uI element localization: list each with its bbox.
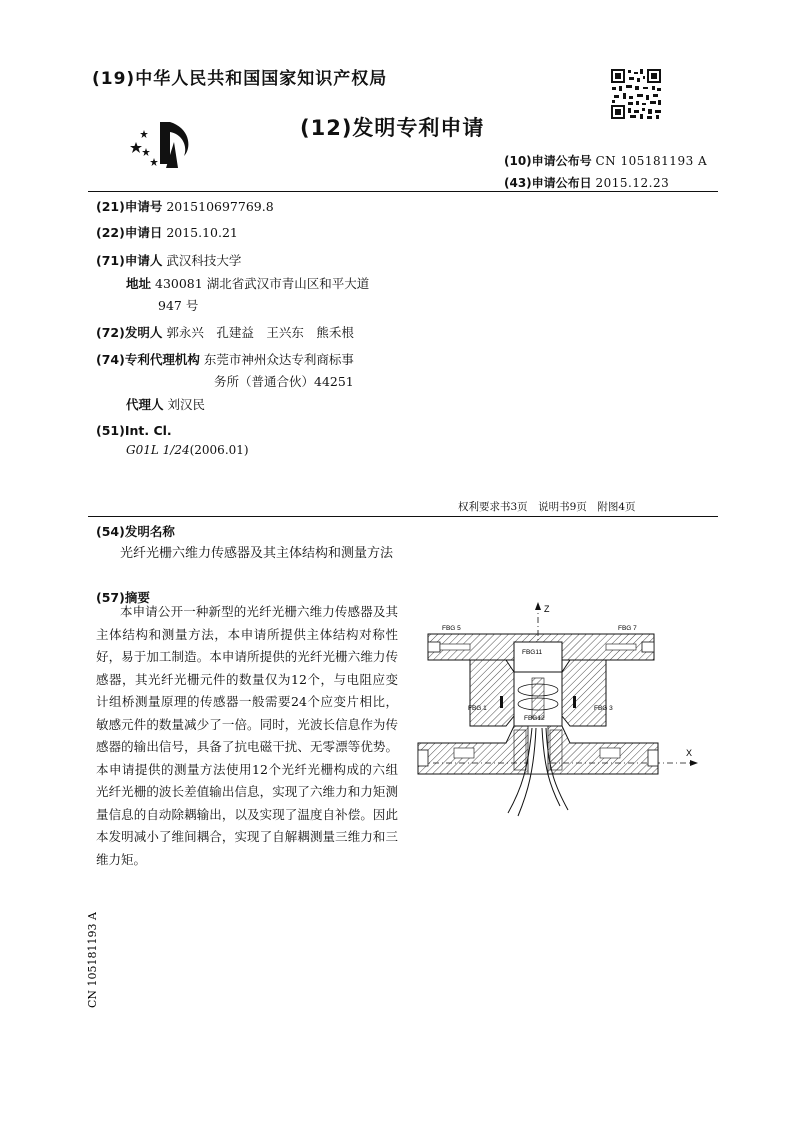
- intcl-classification: [126, 443, 249, 457]
- application-number: 201510697769.8: [166, 199, 274, 214]
- page-count: 权利要求书3页 说明书9页 附图4页: [458, 501, 636, 513]
- side-publication-number: [82, 900, 102, 1010]
- intcl-version: (2006.01): [189, 443, 249, 457]
- inventors: 郭永兴 孔建益 王兴东 熊禾根: [166, 325, 354, 340]
- application-date: 2015.10.21: [166, 225, 238, 240]
- document-kind: (12)发明专利申请: [300, 116, 485, 140]
- publication-date-row: [504, 174, 669, 191]
- applicant-row: [96, 250, 241, 272]
- application-number-label: (21)申请号: [96, 199, 163, 214]
- publication-number-row: [504, 152, 707, 169]
- qr-code-icon: [610, 68, 662, 120]
- invention-title: 光纤光栅六维力传感器及其主体结构和测量方法: [120, 546, 394, 561]
- agency-line2: 务所（普通合伙）44251: [214, 374, 354, 389]
- publication-number: CN 105181193 A: [595, 154, 708, 168]
- fbg12-label: FBG12: [524, 715, 545, 722]
- address-label: 地址: [126, 276, 152, 291]
- address-line2: 947 号: [158, 298, 199, 313]
- agency-label: (74)专利代理机构: [96, 352, 200, 367]
- sensor-cross-section-figure: [410, 598, 710, 830]
- biblio-divider: [88, 516, 718, 517]
- address-row: [126, 273, 369, 295]
- agency-row: [96, 349, 354, 371]
- application-number-row: [96, 196, 274, 218]
- applicant: 武汉科技大学: [166, 253, 242, 268]
- inventor-row: [96, 322, 354, 344]
- fbg7-label: FBG 7: [618, 625, 637, 632]
- fbg1-label: FBG 1: [468, 705, 487, 712]
- title-label-row: [96, 521, 175, 543]
- abstract-text: 本申请公开一种新型的光纤光栅六维力传感器及其主体结构和测量方法，本申请所提供主体结构对称性好，易于加工制造。本申请所提供的光纤光栅六维力传感器，其光纤光栅元件的数量仅为12个，与电阻应变计组桥测量原理的传感器一般需要24个应变片相比，敏感元件的数量减少了一倍。同时，光波长信息作为传感器的输出信号，具备了抗电磁干扰、无零漂等优势。本申请提供的测量方法使用12个光纤光栅构成的六组光纤光栅的波长差值输出信息，实现了六维力和力矩测量信息的自动除耦输出，以及实现了温度自补偿。因此本发明减小了维间耦合，实现了自解耦测量三维力和三维力矩。: [96, 604, 398, 867]
- fbg3-label: FBG 3: [594, 705, 613, 712]
- intcl-label: (51)Int. Cl.: [96, 423, 172, 438]
- x-axis-label: X: [686, 748, 693, 758]
- fbg11-label: FBG11: [522, 649, 543, 656]
- header-divider: [88, 191, 718, 192]
- abstract-label: (57)摘要: [96, 590, 150, 605]
- intcl-row: [96, 420, 172, 442]
- agent-row: [126, 394, 205, 416]
- cnipa-emblem-icon: [130, 112, 210, 172]
- svg-text:CN 105181193 A: CN 105181193 A: [86, 912, 99, 1008]
- agent: 刘汉民: [167, 397, 206, 412]
- application-date-row: [96, 222, 238, 244]
- application-date-label: (22)申请日: [96, 225, 163, 240]
- agent-label: 代理人: [126, 397, 164, 412]
- publication-date: 2015.12.23: [595, 176, 670, 190]
- address: 430081 湖北省武汉市青山区和平大道: [155, 276, 370, 291]
- intcl-code: G01L 1/24: [126, 443, 190, 457]
- agency: 东莞市神州众达专利商标事: [203, 352, 354, 367]
- title-label: (54)发明名称: [96, 524, 175, 539]
- office-name: (19)中华人民共和国国家知识产权局: [92, 69, 388, 89]
- publication-number-label: (10)申请公布号: [504, 154, 592, 168]
- z-axis-label: Z: [544, 604, 550, 614]
- inventor-label: (72)发明人: [96, 325, 163, 340]
- fbg5-label: FBG 5: [442, 625, 461, 632]
- applicant-label: (71)申请人: [96, 253, 163, 268]
- publication-date-label: (43)申请公布日: [504, 176, 592, 190]
